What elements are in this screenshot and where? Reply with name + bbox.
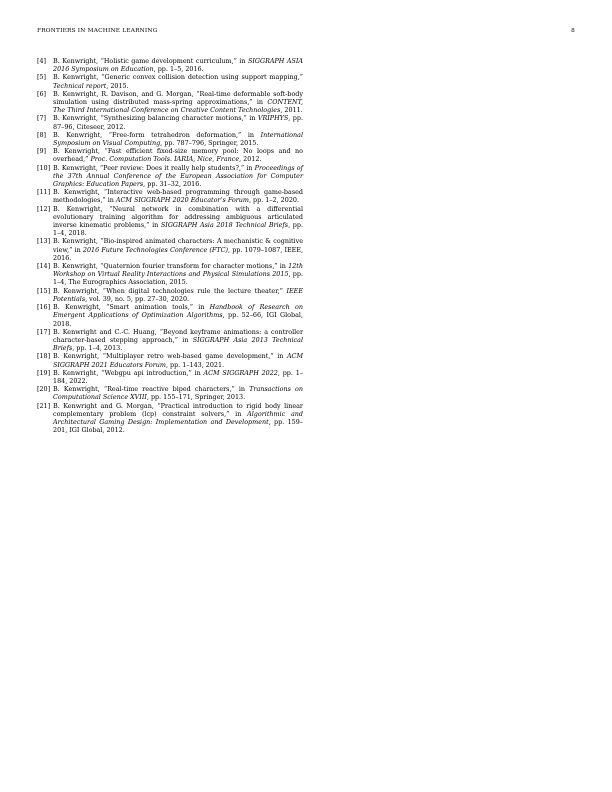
reference-venue: Proc. Computation Tools. IARIA, Nice, France	[90, 155, 240, 164]
reference-details: , pp. 1–4, The Eurographics Association, 2015.	[53, 270, 303, 287]
reference-details: , pp. 1–2, 2020.	[248, 196, 299, 205]
reference-venue: 12th Workshop on Virtual Reality Interactions and Physical Simulations 2015	[53, 262, 303, 279]
reference-details: , pp. 1–4, 2013.	[72, 344, 123, 353]
reference-number: [14]	[37, 262, 51, 271]
reference-details: , pp. 155–171, Springer, 2013.	[146, 393, 246, 402]
reference-authors-title: B. Kenwright and C.-C. Huang, “Beyond keyframe animations: a controller character-based stepping approach,” in	[53, 327, 303, 344]
reference-details: , 2012.	[239, 155, 262, 164]
reference-venue: SIGGRAPH Asia 2013 Technical Briefs	[53, 335, 303, 353]
reference-authors-title: B. Kenwright, “Webgpu api introduction,” in	[53, 368, 204, 377]
reference-authors-title: B. Kenwright, R. Davison, and G. Morgan, “Real-time deformable soft-body simulation using distributed mass-spring approximations,” in	[53, 89, 303, 107]
reference-authors-title: B. Kenwright, “Generic convex collision detection using support mapping,”	[53, 73, 303, 82]
reference-venue: SIGGRAPH Asia 2018 Technical Briefs	[160, 221, 289, 230]
reference-number: [13]	[37, 237, 51, 246]
reference-venue: SIGGRAPH ASIA 2016 Symposium on Education	[53, 57, 303, 74]
reference-entry	[37, 114, 303, 130]
reference-authors-title: B. Kenwright, “Free-form tetrahedron deformation,” in	[53, 130, 261, 139]
reference-venue: Technical report	[53, 81, 107, 90]
reference-venue: International Symposium on Visual Computing	[53, 130, 303, 148]
reference-entry	[37, 369, 303, 385]
reference-number: [18]	[37, 352, 51, 361]
reference-number: [15]	[37, 286, 51, 295]
reference-venue: VRIPHYS	[257, 114, 289, 123]
reference-venue: Algorithmic and Architectural Gaming Design: Implementation and Development	[53, 409, 303, 426]
reference-entry	[37, 402, 303, 435]
reference-entry	[37, 57, 303, 73]
reference-authors-title: B. Kenwright, “Multiplayer retro web-based game development,” in	[53, 352, 287, 361]
reference-details: , pp. 787–796, Springer, 2015.	[160, 139, 259, 148]
reference-entry	[37, 147, 303, 163]
reference-number: [12]	[37, 204, 51, 213]
reference-details: , pp. 52–66, IGI Global, 2018.	[53, 311, 303, 328]
reference-number: [19]	[37, 368, 51, 377]
reference-authors-title: B. Kenwright, “Synthesizing balancing character motions,” in	[53, 114, 258, 123]
reference-entry	[37, 303, 303, 328]
reference-venue: CONTENT, The Third International Conference on Creative Content Technologies	[53, 98, 303, 115]
reference-authors-title: B. Kenwright, “Quaternion fourier transform for character motions,” in	[53, 262, 289, 271]
reference-number: [20]	[37, 385, 51, 394]
reference-venue: Proceedings of the 37th Annual Conference of the European Association for Computer Graphics: Education Papers	[53, 163, 303, 189]
reference-details: , pp. 1–143, 2021.	[165, 360, 225, 369]
reference-entry	[37, 188, 303, 204]
reference-venue: Handbook of Research on Emergent Applications of Optimization Algorithms	[53, 303, 303, 320]
reference-authors-title: B. Kenwright, “Smart animation tools,” in	[53, 303, 210, 312]
reference-venue: ACM SIGGRAPH 2020 Educator’s Forum	[115, 196, 249, 205]
reference-details: , pp. 87–96, Citeseer, 2012.	[53, 114, 303, 131]
reference-authors-title: B. Kenwright, “Peer review: Does it really help students?,” in	[53, 163, 255, 172]
reference-entry	[37, 131, 303, 147]
reference-entry	[37, 352, 303, 368]
reference-details: , pp. 31–32, 2016.	[143, 180, 202, 189]
reference-authors-title: B. Kenwright, “When digital technologies rule the lecture theater,”	[53, 286, 287, 295]
reference-number: [7]	[37, 114, 47, 123]
reference-authors-title: B. Kenwright, “Fast efficient fixed-size memory pool: No loops and no overhead,”	[53, 147, 303, 164]
journal-title: FRONTIERS IN MACHINE LEARNING	[37, 28, 158, 34]
reference-venue: 2016 Future Technologies Conference (FTC)	[82, 245, 229, 254]
reference-details: , pp. 1–4, 2018.	[53, 221, 303, 238]
reference-details: , pp. 1079–1087, IEEE, 2016.	[53, 245, 304, 262]
reference-number: [9]	[37, 147, 47, 156]
reference-entry	[37, 73, 303, 89]
reference-authors-title: B. Kenwright, “Real-time reactive biped characters,” in	[53, 385, 250, 394]
reference-entry	[37, 328, 303, 353]
reference-entry	[37, 287, 303, 303]
page-number: 8	[571, 28, 575, 34]
reference-details: , pp. 159–201, IGI Global, 2012.	[53, 417, 304, 435]
reference-venue: ACM SIGGRAPH 2022	[203, 368, 278, 377]
reference-details: , 2015.	[106, 81, 129, 90]
reference-entry	[37, 205, 303, 238]
reference-details: , 2011.	[280, 106, 303, 115]
reference-number: [8]	[37, 130, 47, 139]
reference-entry	[37, 262, 303, 287]
reference-authors-title: B. Kenwright, “Holistic game development curriculum,” in	[53, 57, 248, 65]
reference-list	[37, 57, 303, 434]
reference-authors-title: B. Kenwright, “Neural network in combination with a differential evolutionary training algorithm for addressing ambiguous articulated inverse kinematic problems,” in	[53, 204, 303, 230]
reference-authors-title: B. Kenwright, “Interactive web-based programming through game-based methodologies,” in	[53, 188, 303, 205]
reference-number: [21]	[37, 401, 51, 410]
reference-entry	[37, 90, 303, 115]
reference-details: , pp. 1–184, 2022.	[53, 368, 303, 385]
reference-entry	[37, 237, 303, 262]
reference-number: [16]	[37, 303, 51, 312]
reference-number: [5]	[37, 73, 47, 82]
reference-number: [10]	[37, 163, 51, 172]
reference-number: [6]	[37, 89, 47, 98]
reference-venue: IEEE Potentials	[53, 286, 303, 303]
reference-number: [17]	[37, 327, 51, 336]
reference-details: , vol. 39, no. 5, pp. 27–30, 2020.	[85, 294, 190, 303]
reference-number: [11]	[37, 188, 51, 197]
reference-details: , pp. 1–5, 2016.	[153, 65, 204, 74]
reference-entry	[37, 164, 303, 189]
reference-authors-title: B. Kenwright and G. Morgan, “Practical introduction to rigid body linear complementary problem (lcp) constraint solvers,” in	[53, 401, 303, 418]
running-header	[37, 28, 575, 38]
reference-venue: ACM SIGGRAPH 2021 Educators Forum	[53, 352, 303, 369]
reference-entry	[37, 385, 303, 401]
reference-venue: Transactions on Computational Science XVIII	[53, 385, 303, 402]
reference-number: [4]	[37, 57, 47, 65]
reference-authors-title: B. Kenwright, “Bio-inspired animated characters: A mechanistic & cognitive view,” in	[53, 237, 303, 254]
